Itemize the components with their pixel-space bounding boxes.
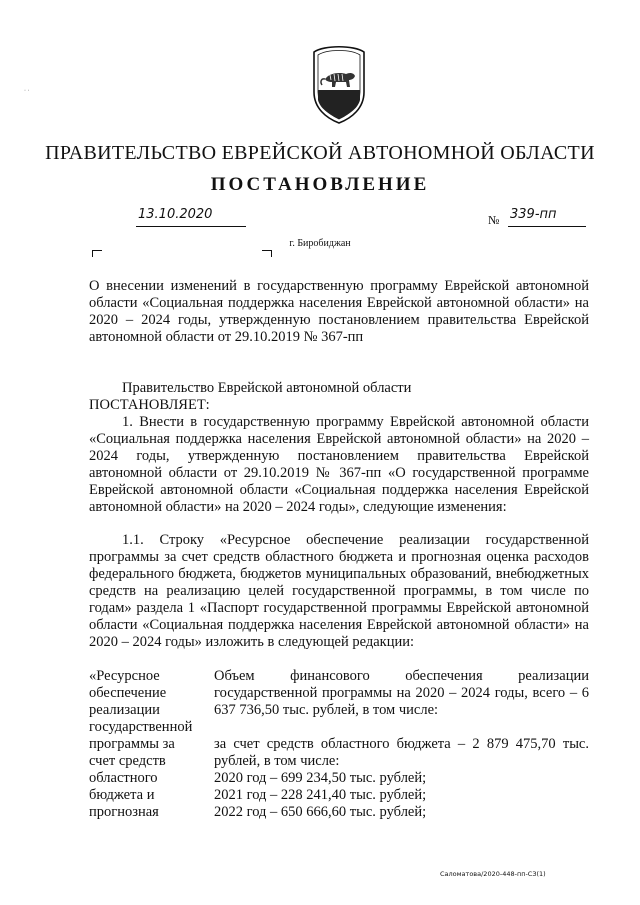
table-left-line: бюджета и (89, 787, 155, 803)
date-value: 13.10.2020 (138, 207, 213, 222)
date-field (136, 206, 246, 227)
table-regional-budget: за счет средств областного бюджета – 2 879 475,70 тыс. рублей, в том числе: (214, 736, 589, 769)
scan-specks: · · (24, 88, 30, 94)
paragraph-1: 1. Внести в государственную программу Еврейской автономной области «Социальная поддержка населения Еврейской автономной области» на 2020 – 2024 годы, утвержденную постановлением правительства Еврейской автономной области от 29.10.2019 № 367-пп «О государственной программе Еврейской автономной области «Социальная поддержка населения Еврейской автономной области» на 2020 – 2024 годы», следующие изменения: (89, 414, 589, 515)
corner-mark-left (92, 250, 102, 257)
paragraph-1-1: 1.1. Строку «Ресурсное обеспечение реализации государственной программы за счет средств областного бюджета и прогнозная оценка расходов федерального бюджета, бюджетов муниципальных образований, внебюджетных средств на реализацию целей государственной программы, в том числе по годам» раздела 1 «Паспорт государственной программы Еврейской автономной области «Социальная поддержка населения Еврейской автономной области» на 2020 – 2024 годы» изложить в следующей редакции: (89, 532, 589, 650)
table-left-line: реализации (89, 702, 160, 718)
document-type: ПОСТАНОВЛЕНИЕ (210, 174, 430, 195)
number-label: № (488, 213, 500, 227)
table-year-line: 2020 год – 699 234,50 тыс. рублей; (214, 770, 427, 786)
table-left-line: государственной (89, 719, 193, 735)
document-subject: О внесении изменений в государственную программу Еврейской автономной области «Социальная поддержка населения Еврейской автономной области» на 2020 – 2024 годы, утвержденную постановлением правительства Еврейской автономной области от 29.10.2019 № 367-пп (89, 278, 589, 345)
government-line: Правительство Еврейской автономной области (122, 380, 412, 396)
table-total-funding: Объем финансового обеспечения реализации государственной программы на 2020 – 2024 годы, всего – 6 637 736,50 тыс. рублей, в том числе: (214, 668, 589, 718)
table-left-line: программы за (89, 736, 175, 752)
table-left-line: «Ресурсное (89, 668, 160, 684)
table-left-cell (89, 668, 207, 821)
number-value: 339-пп (510, 207, 557, 222)
table-right-cell (214, 668, 589, 821)
footer-reference: Саломатова/2020-448-пп-СЗ(1) (440, 870, 546, 878)
table-left-line: областного (89, 770, 158, 786)
table-left-line: прогнозная (89, 804, 159, 820)
table-left-line: счет средств (89, 753, 166, 769)
number-field (508, 206, 586, 227)
table-left-line: обеспечение (89, 685, 167, 701)
corner-mark-right (262, 250, 272, 257)
government-title: ПРАВИТЕЛЬСТВО ЕВРЕЙСКОЙ АВТОНОМНОЙ ОБЛАСТИ (45, 142, 595, 164)
decrees-line: ПОСТАНОВЛЯЕТ: (89, 397, 210, 413)
table-year-line: 2021 год – 228 241,40 тыс. рублей; (214, 787, 427, 803)
city-label: г. Биробиджан (289, 238, 351, 249)
coat-of-arms-emblem (300, 40, 378, 126)
table-year-line: 2022 год – 650 666,60 тыс. рублей; (214, 804, 427, 820)
